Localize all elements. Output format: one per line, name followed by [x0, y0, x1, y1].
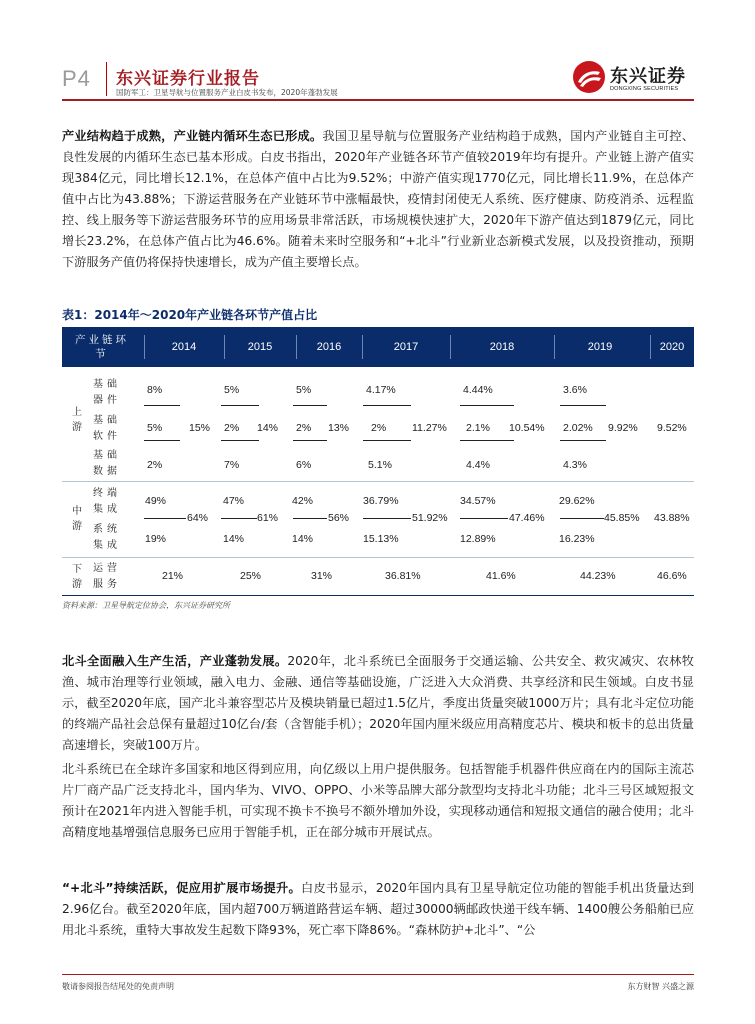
table-cell: 8%: [147, 384, 163, 396]
table-cell: 14%: [223, 533, 245, 545]
table-cell: 47%: [223, 495, 245, 507]
group-total: 47.46%: [509, 512, 545, 524]
group-total: 45.85%: [604, 512, 640, 524]
header-year: 2019: [587, 341, 613, 353]
table-cell: 19%: [145, 533, 167, 545]
header-year: 2014: [171, 341, 197, 353]
header-divider: [106, 62, 107, 96]
row-rule: [221, 440, 259, 441]
group-total: 10.54%: [509, 422, 545, 434]
table-cell: 6%: [296, 459, 312, 471]
table-cell: 2%: [224, 422, 240, 434]
group-total: 64%: [187, 512, 209, 524]
row-rule: [293, 440, 327, 441]
table-cell: 36.81%: [385, 570, 421, 582]
table-cell: 4.17%: [366, 384, 396, 396]
row-label: 基础数据: [93, 450, 121, 477]
row-rule: [293, 405, 327, 406]
table-cell: 29.62%: [559, 495, 595, 507]
logo-mark-icon: [572, 60, 606, 94]
table-cell: 42%: [292, 495, 314, 507]
table-corner-label: 产业链环节: [75, 334, 129, 360]
row-label: 终端集成: [93, 488, 121, 515]
table-caption: 表1：2014年～2020年产业链各环节产值占比: [62, 308, 318, 322]
group-total: 14%: [257, 422, 279, 434]
header-year: 2015: [247, 341, 273, 353]
table-cell: 4.4%: [466, 459, 490, 471]
paragraph-beidou-global: [62, 759, 694, 843]
row-label: 基础软件: [93, 415, 121, 442]
row-label: 运营服务: [93, 563, 121, 590]
table-cell: 31%: [311, 570, 333, 582]
company-logo: [572, 60, 694, 96]
row-rule: [460, 518, 508, 519]
row-label: 系统集成: [93, 524, 121, 551]
paragraph-body: 北斗系统已在全球许多国家和地区得到应用，向亿级以上用户提供服务。包括智能手机器件供应商在内的国际主流芯片厂商产品广泛支持北斗，国内华为、VIVO、OPPO、小米等品牌大部分款型均支持北斗功能；北斗三号区域短报文预计在2021年内进入智能手机，可实现不换卡不换号不额外增加外设，实现移动通信和短报文通信的融合使用；北斗高精度地基增强信息服务已应用于智能手机，正在部分城市开展试点。: [62, 762, 694, 839]
row-rule: [144, 440, 180, 441]
report-title: 东兴证券行业报告: [116, 69, 260, 89]
page-number: P4: [62, 66, 91, 91]
table-cell: 15.13%: [363, 533, 399, 545]
group-label-upstream: 上游: [72, 407, 82, 433]
paragraph-lead: 北斗全面融入生产生活，产业蓬勃发展。: [62, 654, 288, 668]
paragraph-lead: “+北斗”持续活跃，促应用扩展市场提升。: [62, 881, 302, 895]
table-cell: 16.23%: [559, 533, 595, 545]
group-label-downstream: 下游: [72, 564, 82, 590]
table-cell: 44.23%: [580, 570, 616, 582]
table-cell: 34.57%: [460, 495, 496, 507]
group-total: 9.92%: [608, 422, 638, 434]
table-cell: 36.79%: [363, 495, 399, 507]
group-total: 9.52%: [657, 422, 687, 434]
row-rule: [293, 518, 327, 519]
row-rule: [560, 440, 606, 441]
header-rule: [62, 99, 694, 101]
group-divider: [62, 557, 694, 558]
footer-disclaimer: 敬请参阅报告结尾处的免责声明: [62, 982, 174, 991]
table-cell: 5%: [224, 384, 240, 396]
report-subtitle: 国防军工：卫星导航与位置服务产业白皮书发布，2020年蓬勃发展: [116, 88, 338, 97]
row-rule: [363, 405, 411, 406]
table-cell: 5%: [147, 422, 163, 434]
group-total: 13%: [328, 422, 350, 434]
table-cell: 5.1%: [368, 459, 392, 471]
table-cell: 7%: [224, 459, 240, 471]
row-rule: [560, 518, 604, 519]
table-cell: 4.3%: [563, 459, 587, 471]
group-total: 43.88%: [654, 512, 690, 524]
row-rule: [144, 518, 186, 519]
table-cell: 25%: [240, 570, 262, 582]
table-cell: 4.44%: [463, 384, 493, 396]
row-rule: [221, 405, 259, 406]
paragraph-plus-beidou: [62, 878, 694, 941]
table-cell: 5%: [296, 384, 312, 396]
paragraph-lead: 产业结构趋于成熟，产业链内循环生态已形成。: [62, 129, 323, 143]
group-total: 11.27%: [412, 422, 447, 434]
paragraph-industry-structure: [62, 126, 694, 273]
header-year: 2020: [659, 341, 685, 353]
table-cell: 2%: [147, 459, 163, 471]
logo-name-cn: 东兴证券: [610, 66, 686, 87]
table-cell: 2%: [371, 422, 387, 434]
table-source: 资料来源：卫星导航定位协会，东兴证券研究所: [62, 601, 230, 610]
row-label: 基础器件: [93, 379, 121, 406]
group-total: 61%: [257, 512, 279, 524]
table-cell: 2%: [296, 422, 312, 434]
footer-rule: [62, 974, 694, 975]
table-cell: 46.6%: [657, 570, 687, 582]
table-bottom-rule: [62, 595, 694, 596]
group-total: 51.92%: [412, 512, 448, 524]
footer-slogan: 东方财智 兴盛之源: [627, 982, 694, 991]
table-cell: 14%: [292, 533, 314, 545]
table-cell: 21%: [162, 570, 184, 582]
group-total: 15%: [189, 422, 211, 434]
paragraph-body: 我国卫星导航与位置服务产业结构趋于成熟，国内产业链自主可控、良性发展的内循环生态已基本形成。白皮书指出，2020年产业链各环节产值较2019年均有提升。产业链上游产值实现384亿元，同比增长12.1%，在总体产值中占比为9.52%；中游产值实现1770亿元，同比增长11.9%，在总体产值中占比为43.88%；下游运营服务在产业链环节中涨幅最快，疫情封闭使无人系统、医疗健康、防疫消杀、远程监控、线上服务等下游运营服务环节的应用场景非常活跃，市场规模快速扩大，2020年下游产值达到1879亿元，同比增长23.2%，在总体产值占比为46.6%。随着未来时空服务和“+北斗”行业新业态新模式发展，以及投资推动，预期下游服务产值仍将保持快速增长，成为产值主要增长点。: [62, 129, 695, 269]
table-cell: 49%: [145, 495, 167, 507]
row-rule: [560, 405, 606, 406]
table-cell: 41.6%: [486, 570, 516, 582]
logo-name-en: DONGXING SECURITIES: [610, 86, 679, 92]
row-rule: [144, 405, 180, 406]
group-label-midstream: 中游: [72, 506, 82, 532]
table-cell: 2.1%: [466, 422, 490, 434]
group-total: 56%: [328, 512, 350, 524]
table-cell: 3.6%: [563, 384, 587, 396]
table-cell: 12.89%: [460, 533, 496, 545]
row-rule: [460, 440, 514, 441]
header-year: 2016: [316, 341, 342, 353]
row-rule: [460, 405, 514, 406]
table-header: [62, 327, 694, 367]
paragraph-body: 2020年，北斗系统已全面服务于交通运输、公共安全、救灾减灾、农林牧渔、城市治理等行业领域，融入电力、金融、通信等基础设施，广泛进入大众消费、共享经济和民生领域。白皮书显示，截至2020年底，国产北斗兼容型芯片及模块销量已超过1.5亿片，季度出货量突破1000万片；具有北斗定位功能的终端产品社会总保有量超过10亿台/套（含智能手机）；2020年国内厘米级应用高精度芯片、模块和板卡的总出货量高速增长，突破100万片。: [62, 654, 694, 752]
header-year: 2018: [489, 341, 515, 353]
row-rule: [363, 440, 411, 441]
row-rule: [363, 518, 411, 519]
row-rule: [221, 518, 257, 519]
header-year: 2017: [393, 341, 419, 353]
group-divider: [62, 481, 694, 482]
table-cell: 2.02%: [563, 422, 593, 434]
paragraph-body: 白皮书显示，2020年国内具有卫星导航定位功能的智能手机出货量达到2.96亿台。截至2020年底，国内超700万辆道路营运车辆、超过30000辆邮政快递干线车辆、1400艘公务船舶已应用北斗系统，重特大事故发生起数下降93%，死亡率下降86%。“森林防护+北斗”、“公: [62, 881, 694, 937]
paragraph-beidou-integration: [62, 651, 694, 756]
